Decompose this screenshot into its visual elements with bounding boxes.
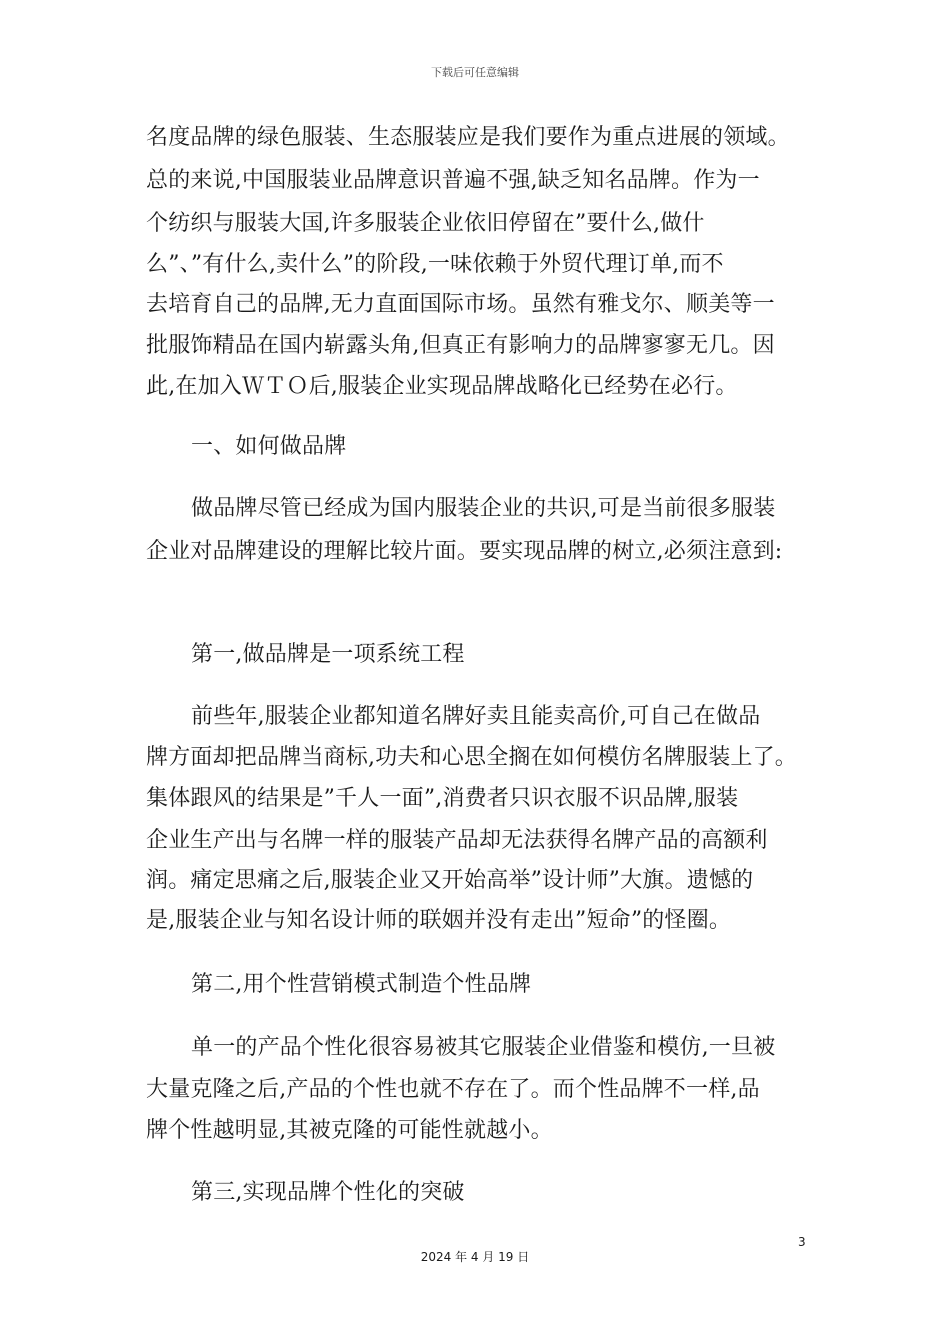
body-line: 总的来说,中国服装业品牌意识普遍不强,缺乏知名品牌。作为一 [146,168,760,193]
body-line: 集体跟风的结果是”千人一面”,消费者只识衣服不识品牌,服装 [146,786,739,811]
body-line: 此,在加入ＷＴＯ后,服装企业实现品牌战略化已经势在必行。 [146,374,738,399]
body-line: 么”、”有什么,卖什么”的阶段,一味依赖于外贸代理订单,而不 [146,252,724,277]
body-line: 牌个性越明显,其被克隆的可能性就越小。 [146,1118,553,1143]
footer-date: 2024 年 4 月 19 日 [420,1250,530,1264]
body-line: 大量克隆之后,产品的个性也就不存在了。而个性品牌不一样,品 [146,1077,760,1102]
body-line: 前些年,服装企业都知道名牌好卖且能卖高价,可自己在做品 [191,704,761,729]
subsection-heading: 第三,实现品牌个性化的突破 [191,1180,465,1205]
subsection-heading: 第二,用个性营销模式制造个性品牌 [191,972,532,997]
body-line: 批服饰精品在国内崭露头角,但真正有影响力的品牌寥寥无几。因 [146,333,775,358]
body-line: 企业对品牌建设的理解比较片面。要实现品牌的树立,必须注意到: [146,539,783,564]
body-line: 去培育自己的品牌,无力直面国际市场。虽然有雅戈尔、顺美等一 [146,292,775,317]
body-line: 名度品牌的绿色服装、生态服装应是我们要作为重点进展的领域。 [146,125,790,150]
page-number: 3 [798,1235,806,1249]
subsection-heading: 第一,做品牌是一项系统工程 [191,642,465,667]
body-line: 是,服装企业与知名设计师的联姻并没有走出”短命”的怪圈。 [146,908,732,933]
body-line: 企业生产出与名牌一样的服装产品却无法获得名牌产品的高额利 [146,828,768,853]
section-heading: 一、如何做品牌 [191,434,347,459]
body-line: 做品牌尽管已经成为国内服装企业的共识,可是当前很多服装 [191,496,776,521]
body-line: 润。痛定思痛之后,服装企业又开始高举”设计师”大旗。遗憾的 [146,868,754,893]
body-line: 牌方面却把品牌当商标,功夫和心思全搁在如何模仿名牌服装上了。 [146,745,797,770]
page-header: 下载后可任意编辑 [431,66,519,79]
body-line: 个纺织与服装大国,许多服装企业依旧停留在”要什么,做什 [146,211,705,236]
body-line: 单一的产品个性化很容易被其它服装企业借鉴和模仿,一旦被 [191,1035,776,1060]
